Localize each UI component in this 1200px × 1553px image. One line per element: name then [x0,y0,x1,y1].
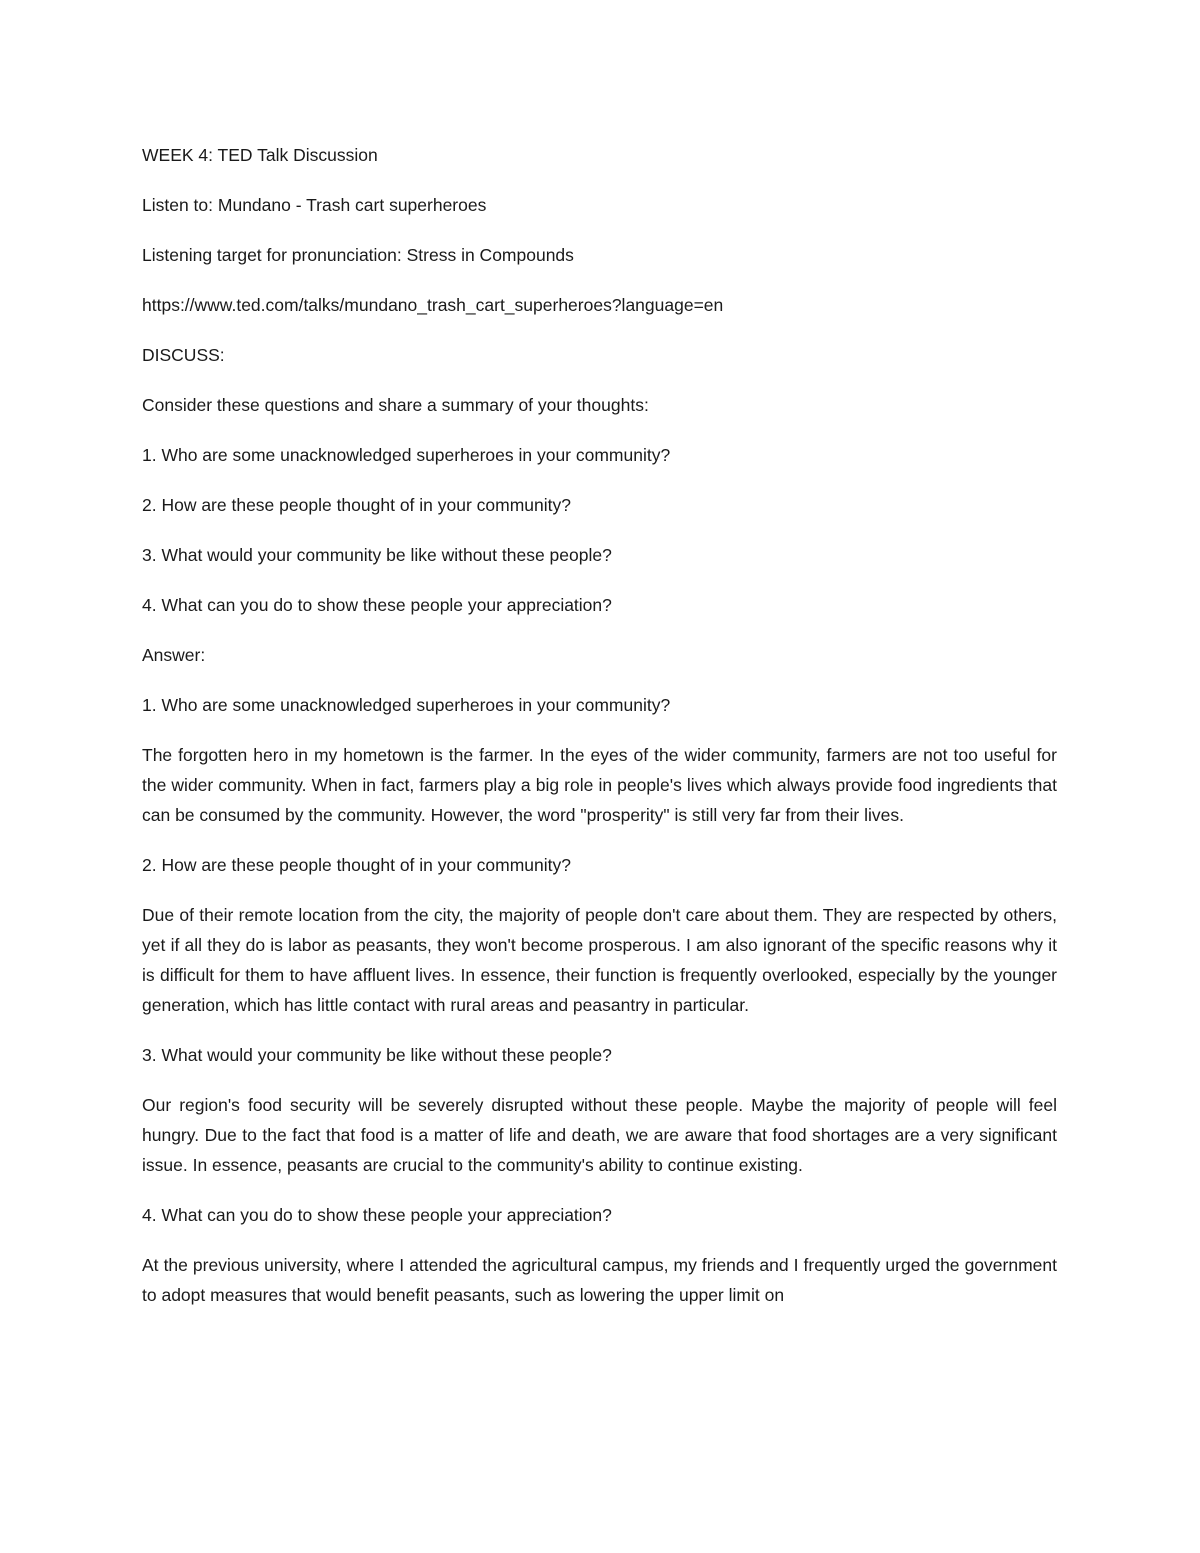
answer-heading: Answer: [142,645,206,665]
answer-text-1: The forgotten hero in my hometown is the farmer. In the eyes of the wider community, farmers are not too useful for the wider community. When in fact, farmers play a big role in people's lives which always provide food ingredients that can be consumed by the community. However, the word "prosperity" is still very far from their lives. [142,745,1057,825]
answer-question-4: 4. What can you do to show these people your appreciation? [142,1205,612,1225]
answer-question-2: 2. How are these people thought of in your community? [142,855,571,875]
discuss-intro: Consider these questions and share a summary of your thoughts: [142,395,649,415]
listen-to-line: Listen to: Mundano - Trash cart superheroes [142,195,487,215]
answer-text-2: Due of their remote location from the city, the majority of people don't care about them. They are respected by others, yet if all they do is labor as peasants, they won't become prosperous. I am also ignorant of the specific reasons why it is difficult for them to have affluent lives. In essence, their function is frequently overlooked, especially by the younger generation, which has little contact with rural areas and peasantry in particular. [142,905,1057,1015]
discuss-question-2: 2. How are these people thought of in your community? [142,495,571,515]
answer-question-1: 1. Who are some unacknowledged superheroes in your community? [142,695,671,715]
ted-talk-url: https://www.ted.com/talks/mundano_trash_cart_superheroes?language=en [142,295,724,315]
listening-target-line: Listening target for pronunciation: Stress in Compounds [142,245,574,265]
answer-text-4: At the previous university, where I attended the agricultural campus, my friends and I frequently urged the government to adopt measures that would benefit peasants, such as lowering the upper limit on [142,1255,1057,1305]
document-body [142,140,1057,1330]
discuss-heading: DISCUSS: [142,345,225,365]
answer-text-3: Our region's food security will be severely disrupted without these people. Maybe the majority of people will feel hungry. Due to the fact that food is a matter of life and death, we are aware that food shortages are a very significant issue. In essence, peasants are crucial to the community's ability to continue existing. [142,1095,1057,1175]
discuss-question-1: 1. Who are some unacknowledged superheroes in your community? [142,445,671,465]
discuss-question-3: 3. What would your community be like without these people? [142,545,612,565]
week-title: WEEK 4: TED Talk Discussion [142,145,378,165]
answer-question-3: 3. What would your community be like without these people? [142,1045,612,1065]
discuss-question-4: 4. What can you do to show these people your appreciation? [142,595,612,615]
